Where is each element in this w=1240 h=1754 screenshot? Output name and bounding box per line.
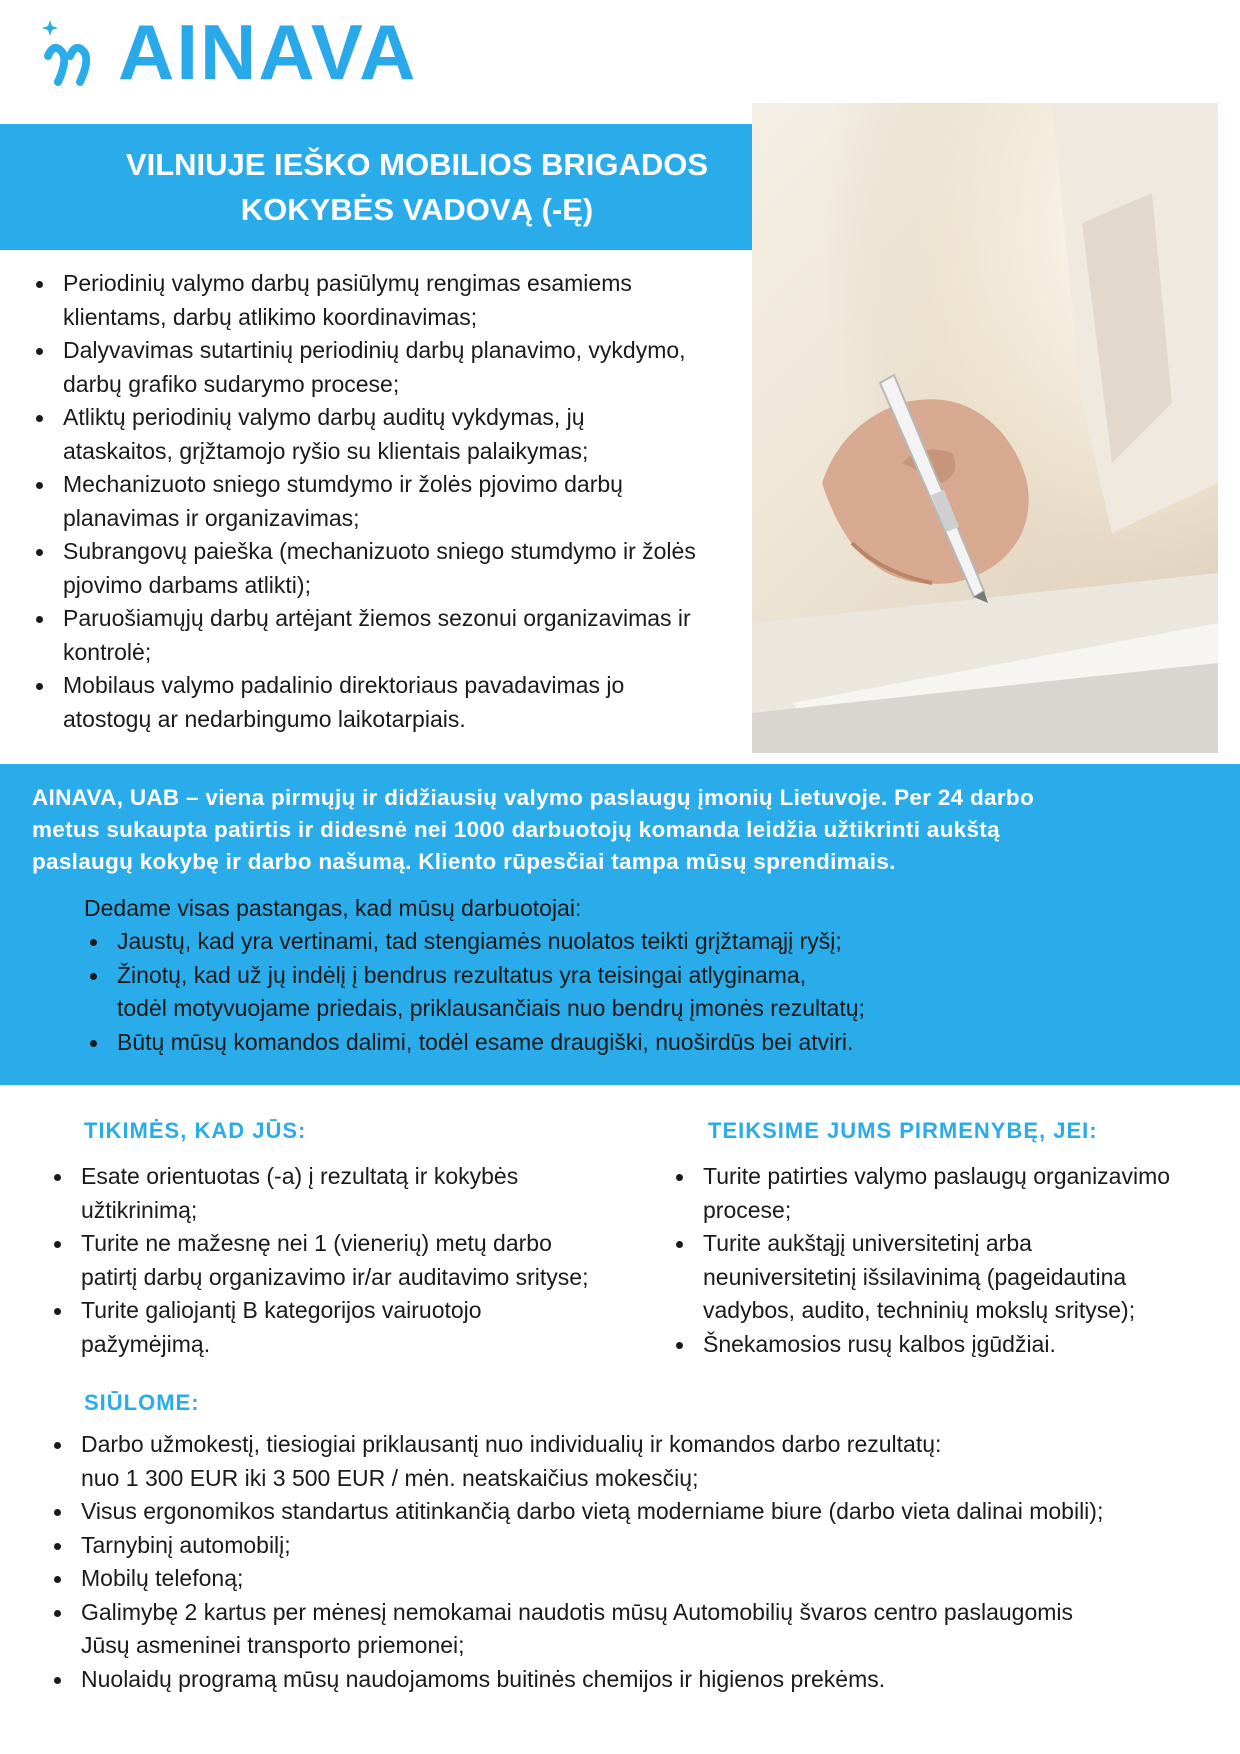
offer-heading: SIŪLOME:: [84, 1390, 200, 1415]
company-intro: AINAVA, UAB – viena pirmųjų ir didžiausių valymo paslaugų įmonių Lietuvoje. Per 24 darbo metus sukaupta patirtis ir didesnė nei 1000 darbuotojų komanda leidžia užtikrinti aukštą paslaugų kokybę ir darbo našumą. Kliento rūpesčiai tampa mūsų sprendimais.: [32, 785, 1035, 874]
hand-writing-pen-icon: [752, 103, 1218, 753]
list-item: Būtų mūsų komandos dalimi, todėl esame draugiški, nuoširdūs bei atviri.: [84, 1026, 1204, 1060]
list-item: Šnekamosios rusų kalbos įgūdžiai.: [670, 1328, 1230, 1362]
duties-list: [30, 267, 760, 736]
job-title-line-1: VILNIUJE IEŠKO MOBILIOS BRIGADOS: [125, 147, 709, 182]
list-item: Tarnybinį automobilį;: [48, 1529, 1228, 1563]
hand-writing-photo: [752, 103, 1218, 753]
list-item: Atliktų periodinių valymo darbų auditų vykdymas, jų ataskaitos, grįžtamojo ryšio su klientais palaikymas;: [30, 401, 760, 468]
company-values-list: [84, 925, 1204, 1059]
preference-list: [670, 1160, 1230, 1361]
list-item: Mobilaus valymo padalinio direktoriaus pavadavimas jo atostogų ar nedarbingumo laikotarpiais.: [30, 669, 760, 736]
job-title-line-2: KOKYBĖS VADOVĄ (-Ę): [240, 192, 594, 227]
list-item: Esate orientuotas (-a) į rezultatą ir kokybės užtikrinimą;: [48, 1160, 658, 1227]
ainava-wave-icon: [40, 16, 112, 88]
list-item: Galimybę 2 kartus per mėnesį nemokamai naudotis mūsų Automobilių švaros centro paslaugomis Jūsų asmeninei transporto priemonei;: [48, 1596, 1228, 1663]
company-values-lead: Dedame visas pastangas, kad mūsų darbuotojai:: [84, 895, 582, 921]
company-about-band: [0, 764, 1240, 1085]
list-item: Subrangovų paieška (mechanizuoto sniego stumdymo ir žolės pjovimo darbams atlikti);: [30, 535, 760, 602]
list-item: Mobilų telefoną;: [48, 1562, 1228, 1596]
job-title-banner: [0, 124, 834, 250]
list-item: Darbo užmokestį, tiesiogiai priklausantį nuo individualių ir komandos darbo rezultatų: nuo 1 300 EUR iki 3 500 EUR / mėn. neatskaičius mokesčių;: [48, 1428, 1228, 1495]
preference-heading: TEIKSIME JUMS PIRMENYBĘ, JEI:: [708, 1118, 1098, 1143]
list-item: Mechanizuoto sniego stumdymo ir žolės pjovimo darbų planavimas ir organizavimas;: [30, 468, 760, 535]
list-item: Visus ergonomikos standartus atitinkančią darbo vietą moderniame biure (darbo vieta dalinai mobili);: [48, 1495, 1228, 1529]
list-item: Turite patirties valymo paslaugų organizavimo procese;: [670, 1160, 1230, 1227]
list-item: Paruošiamųjų darbų artėjant žiemos sezonui organizavimas ir kontrolė;: [30, 602, 760, 669]
brand-name: AINAVA: [118, 8, 418, 96]
list-item: Periodinių valymo darbų pasiūlymų rengimas esamiems klientams, darbų atlikimo koordinavimas;: [30, 267, 760, 334]
brand-logo: [40, 8, 418, 96]
list-item: Turite aukštąjį universitetinį arba neuniversitetinį išsilavinimą (pageidautina vadybos, audito, techninių mokslų srityse);: [670, 1227, 1230, 1328]
list-item: Žinotų, kad už jų indėlį į bendrus rezultatus yra teisingai atlyginama, todėl motyvuojame priedais, priklausančiais nuo bendrų įmonės rezultatų;: [84, 959, 1204, 1026]
list-item: Nuolaidų programą mūsų naudojamoms buitinės chemijos ir higienos prekėms.: [48, 1663, 1228, 1697]
list-item: Turite ne mažesnę nei 1 (vienerių) metų darbo patirtį darbų organizavimo ir/ar auditavimo srityse;: [48, 1227, 658, 1294]
expectations-list: [48, 1160, 658, 1361]
list-item: Jaustų, kad yra vertinami, tad stengiamės nuolatos teikti grįžtamąjį ryšį;: [84, 925, 1204, 959]
offer-list: [48, 1428, 1228, 1696]
list-item: Turite galiojantį B kategorijos vairuotojo pažymėjimą.: [48, 1294, 658, 1361]
list-item: Dalyvavimas sutartinių periodinių darbų planavimo, vykdymo, darbų grafiko sudarymo procese;: [30, 334, 760, 401]
expectations-heading: TIKIMĖS, KAD JŪS:: [84, 1118, 307, 1143]
